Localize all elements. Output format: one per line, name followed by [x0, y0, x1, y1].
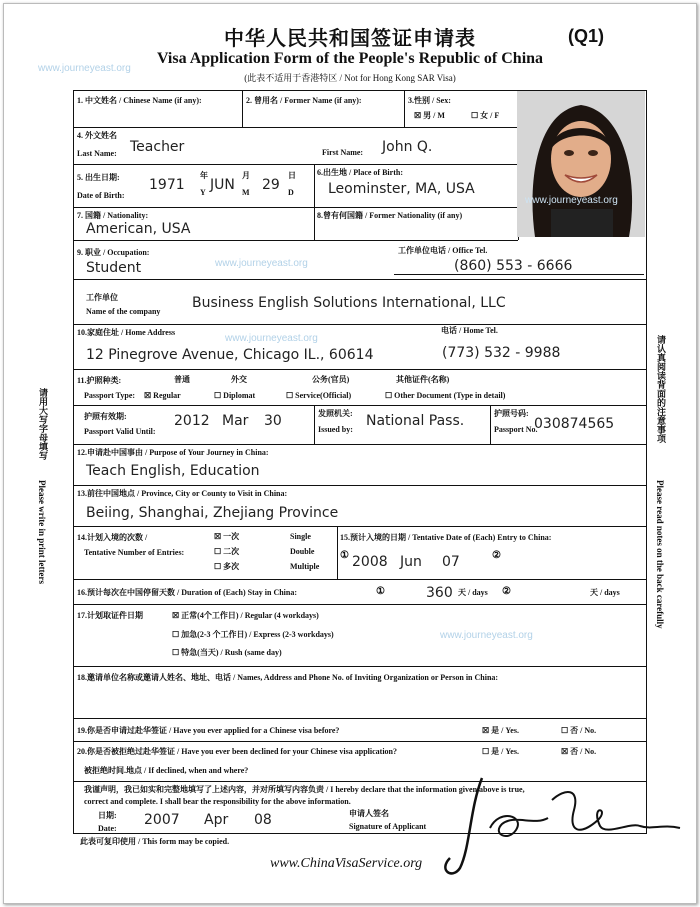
home-tel-value[interactable]: (773) 532 - 9988 — [442, 345, 561, 361]
side-note-left-en: Please write in print letters — [37, 480, 47, 584]
side-note-left-cn: 请用大写字母填写 — [38, 388, 48, 460]
rush-collection-checkbox[interactable]: ☐ 特急(当天) / Rush (same day) — [172, 648, 282, 657]
purpose-value[interactable]: Teach English, Education — [86, 463, 260, 479]
entries-single-label: Single — [290, 532, 311, 541]
issued-by-label: Issued by: — [318, 425, 353, 434]
birthplace-value[interactable]: Leominster, MA, USA — [328, 181, 475, 197]
home-address-value[interactable]: 12 Pinegrove Avenue, Chicago IL., 60614 — [86, 347, 374, 363]
declined-when-label: 被拒绝时间.地点 / If declined, when and where? — [84, 766, 249, 775]
passport-no-label: Passport No. — [494, 425, 538, 434]
company-value[interactable]: Business English Solutions International, LLC — [192, 295, 506, 311]
year-mark: 年 — [200, 171, 208, 180]
entries-single-checkbox[interactable]: ☒ 一次 — [214, 532, 240, 541]
day-mark: 日 — [288, 171, 296, 180]
declined-yes[interactable]: ☐ 是 / Yes. — [482, 747, 519, 756]
duration-value[interactable]: 360 — [426, 585, 453, 601]
form-title-en: Visa Application Form of the People's Republic of China — [156, 50, 544, 67]
service-checkbox[interactable]: ☐ Service(Official) — [286, 391, 352, 400]
office-tel-label: 工作单位电话 / Office Tel. — [398, 246, 488, 255]
declaration-line-1: 我谨声明，我已如实和完整地填写了上述内容，并对所填写内容负责 / I hereby declare that the information given above is true, — [84, 785, 525, 794]
purpose-label: 12.申请赴中国事由 / Purpose of Your Journey in China: — [77, 448, 269, 457]
day-mark-en: D — [288, 188, 294, 197]
form-subtitle: (此表不适用于香港特区 / Not for Hong Kong SAR Visa) — [244, 73, 456, 83]
sex-male-checkbox[interactable]: ☒ 男 / M — [414, 111, 445, 120]
company-label-en: Name of the company — [86, 307, 161, 316]
form-title-cn: 中华人民共和国签证申请表 — [224, 28, 476, 50]
sex-label: 3.性别 / Sex: — [408, 96, 451, 105]
watermark: www.journeyeast.org — [225, 333, 318, 344]
express-collection-checkbox[interactable]: ☐ 加急(2-3 个工作日) / Express (2-3 workdays) — [172, 630, 334, 639]
home-tel-label: 电话 / Home Tel. — [441, 326, 498, 335]
passport-type-regular-cn: 普通 — [174, 375, 190, 384]
birthplace-label: 6.出生地 / Place of Birth: — [317, 168, 403, 177]
year-mark-en: Y — [200, 188, 206, 197]
passport-type-service-cn: 公务(官员) — [312, 375, 350, 384]
collection-label: 17.计划取证件日期 — [77, 611, 143, 620]
date-label-cn: 日期: — [98, 811, 117, 820]
decl-date-day[interactable]: 08 — [254, 812, 272, 828]
entries-multiple-label: Multiple — [290, 562, 320, 571]
passport-valid-label-cn: 护照有效期: — [84, 412, 127, 421]
duration-unit: 天 / days — [458, 588, 488, 597]
passport-type-other-cn: 其他证件(名称) — [396, 375, 450, 384]
passport-valid-year[interactable]: 2012 — [174, 413, 210, 429]
entry-date-day[interactable]: 07 — [442, 554, 460, 570]
applicant-photo — [517, 91, 645, 237]
nationality-label: 7. 国籍 / Nationality: — [77, 211, 149, 220]
regular-collection-checkbox[interactable]: ☒ 正常(4个工作日) / Regular (4 workdays) — [172, 611, 319, 620]
entry-date-second-marker: ② — [492, 550, 501, 561]
diplomat-checkbox[interactable]: ☐ Diplomat — [214, 391, 256, 400]
entries-label-cn: 14.计划入境的次数 / — [77, 533, 148, 542]
entries-double-checkbox[interactable]: ☐ 二次 — [214, 547, 240, 556]
dob-label: 5. 出生日期: — [77, 173, 120, 182]
passport-type-label: Passport Type: — [84, 391, 136, 400]
chinese-name-label: 1. 中文姓名 / Chinese Name (if any): — [77, 96, 202, 105]
entries-multiple-checkbox[interactable]: ☐ 多次 — [214, 562, 240, 571]
passport-type-diplomat-cn: 外交 — [231, 375, 247, 384]
side-note-right-en: Please read notes on the back carefully — [655, 480, 665, 629]
passport-no-label-cn: 护照号码: — [494, 409, 529, 418]
foreign-name-label: 4. 外文姓名 — [77, 131, 117, 140]
declined-label: 20.你是否被拒绝过赴华签证 / Have you ever been declined for your Chinese visa application? — [77, 747, 398, 756]
passport-type-label-cn: 11.护照种类: — [77, 376, 122, 385]
duration-second-marker: ② — [502, 586, 511, 597]
duration-label: 16.预计每次在中国停留天数 / Duration of (Each) Stay in China: — [77, 588, 298, 597]
dob-day[interactable]: 29 — [262, 177, 280, 193]
applied-before-label: 19.你是否申请过赴华签证 / Have you ever applied for a Chinese visa before? — [77, 726, 340, 735]
issued-by-label-cn: 发照机关: — [318, 409, 353, 418]
passport-valid-label: Passport Valid Until: — [84, 427, 156, 436]
office-tel-value[interactable]: (860) 553 - 6666 — [454, 258, 573, 274]
home-address-label: 10.家庭住址 / Home Address — [77, 328, 176, 337]
first-name-label: First Name: — [322, 148, 364, 157]
occupation-label: 9. 职业 / Occupation: — [77, 248, 150, 257]
signature-label-cn: 申请人签名 — [349, 809, 389, 818]
former-nationality-label: 8.曾有何国籍 / Former Nationality (if any) — [317, 211, 463, 220]
duration-first-marker: ① — [376, 586, 385, 597]
entry-date-year[interactable]: 2008 — [352, 554, 388, 570]
entry-date-first-marker: ① — [340, 550, 349, 561]
entry-date-label: 15.预计入境的日期 / Tentative Date of (Each) Entry to China: — [340, 533, 552, 542]
month-mark-en: M — [242, 188, 250, 197]
applied-before-no[interactable]: ☐ 否 / No. — [561, 726, 597, 735]
sex-female-checkbox[interactable]: ☐ 女 / F — [471, 111, 500, 120]
entries-double-label: Double — [290, 547, 315, 556]
applied-before-yes[interactable]: ☒ 是 / Yes. — [482, 726, 519, 735]
occupation-value[interactable]: Student — [86, 260, 142, 276]
entries-label: Tentative Number of Entries: — [84, 548, 185, 557]
date-label: Date: — [98, 824, 117, 833]
dob-label-en: Date of Birth: — [77, 191, 125, 200]
passport-no-value[interactable]: 030874565 — [534, 416, 615, 432]
passport-valid-month[interactable]: Mar — [222, 413, 249, 429]
month-mark: 月 — [242, 171, 250, 180]
signature-label: Signature of Applicant — [349, 822, 427, 831]
duration-unit-second: 天 / days — [590, 588, 620, 597]
inviting-org-label: 18.邀请单位名称或邀请人姓名、地址、电话 / Names, Address and Phone No. of Inviting Organization or Person in China: — [77, 673, 499, 682]
company-label-cn: 工作单位 — [86, 293, 118, 302]
dob-month[interactable]: JUN — [210, 177, 235, 193]
dob-year[interactable]: 1971 — [149, 177, 185, 193]
passport-valid-day[interactable]: 30 — [264, 413, 282, 429]
first-name-value[interactable]: John Q. — [382, 139, 433, 155]
issued-by-value[interactable]: National Pass. — [366, 413, 465, 429]
footer-site[interactable]: www.ChinaVisaService.org — [270, 856, 423, 871]
declaration-line-2: correct and complete. I shall bear the responsibility for the above information. — [84, 797, 351, 806]
entry-date-month[interactable]: Jun — [400, 554, 422, 570]
side-note-right-cn: 请认真阅读背面的注意事项 — [656, 335, 666, 443]
watermark: www.journeyeast.org — [38, 63, 131, 74]
watermark: www.journeyeast.org — [215, 258, 308, 269]
photo-watermark: www.journeyeast.org — [525, 195, 618, 206]
regular-checkbox[interactable]: ☒ Regular — [144, 391, 181, 400]
places-value[interactable]: Beiing, Shanghai, Zhejiang Province — [86, 505, 339, 521]
decl-date-month[interactable]: Apr — [204, 812, 229, 828]
declined-no[interactable]: ☒ 否 / No. — [561, 747, 597, 756]
last-name-label: Last Name: — [77, 149, 117, 158]
former-name-label: 2. 曾用名 / Former Name (if any): — [246, 96, 362, 105]
watermark: www.journeyeast.org — [440, 630, 533, 641]
form-code: (Q1) — [568, 26, 604, 46]
nationality-value[interactable]: American, USA — [86, 221, 191, 237]
places-label: 13.前往中国地点 / Province, City or County to Visit in China: — [77, 489, 288, 498]
other-document-checkbox[interactable]: ☐ Other Document (Type in detail) — [385, 391, 506, 400]
footer-note: 此表可复印使用 / This form may be copied. — [80, 837, 230, 846]
applicant-signature — [430, 768, 692, 888]
last-name-value[interactable]: Teacher — [130, 139, 185, 155]
decl-date-year[interactable]: 2007 — [144, 812, 180, 828]
